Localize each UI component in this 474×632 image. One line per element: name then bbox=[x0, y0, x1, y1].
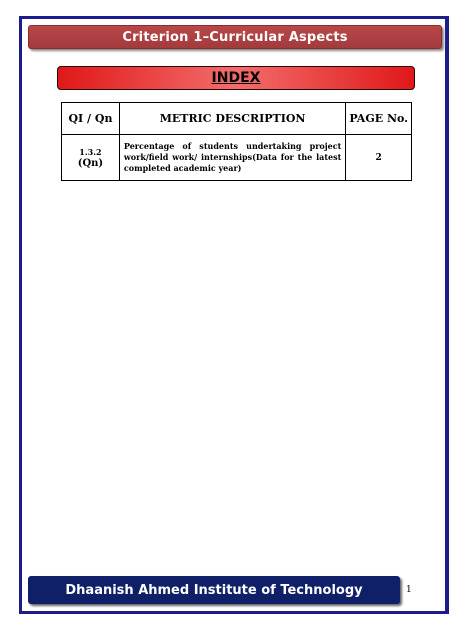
criterion-title: Criterion 1–Curricular Aspects bbox=[122, 29, 348, 45]
institute-name: Dhaanish Ahmed Institute of Technology bbox=[65, 582, 363, 598]
metric-code: 1.3.2 bbox=[79, 146, 102, 157]
table-header-row bbox=[62, 103, 412, 135]
table-row bbox=[62, 135, 412, 181]
criterion-header bbox=[28, 25, 442, 49]
metric-code-cell bbox=[62, 135, 120, 181]
metric-description: Percentage of students undertaking project work/field work/ internships(Data for the latest completed academic year) bbox=[119, 135, 345, 181]
header-description: METRIC DESCRIPTION bbox=[119, 103, 345, 135]
header-qi: QI / Qn bbox=[62, 103, 120, 135]
index-table bbox=[61, 102, 412, 181]
header-page: PAGE No. bbox=[346, 103, 412, 135]
metric-page: 2 bbox=[346, 135, 412, 181]
index-banner bbox=[57, 66, 415, 90]
page-number: 1 bbox=[406, 585, 412, 595]
institute-footer bbox=[28, 576, 400, 604]
metric-type: (Qn) bbox=[77, 157, 104, 169]
index-title: INDEX bbox=[211, 70, 261, 86]
